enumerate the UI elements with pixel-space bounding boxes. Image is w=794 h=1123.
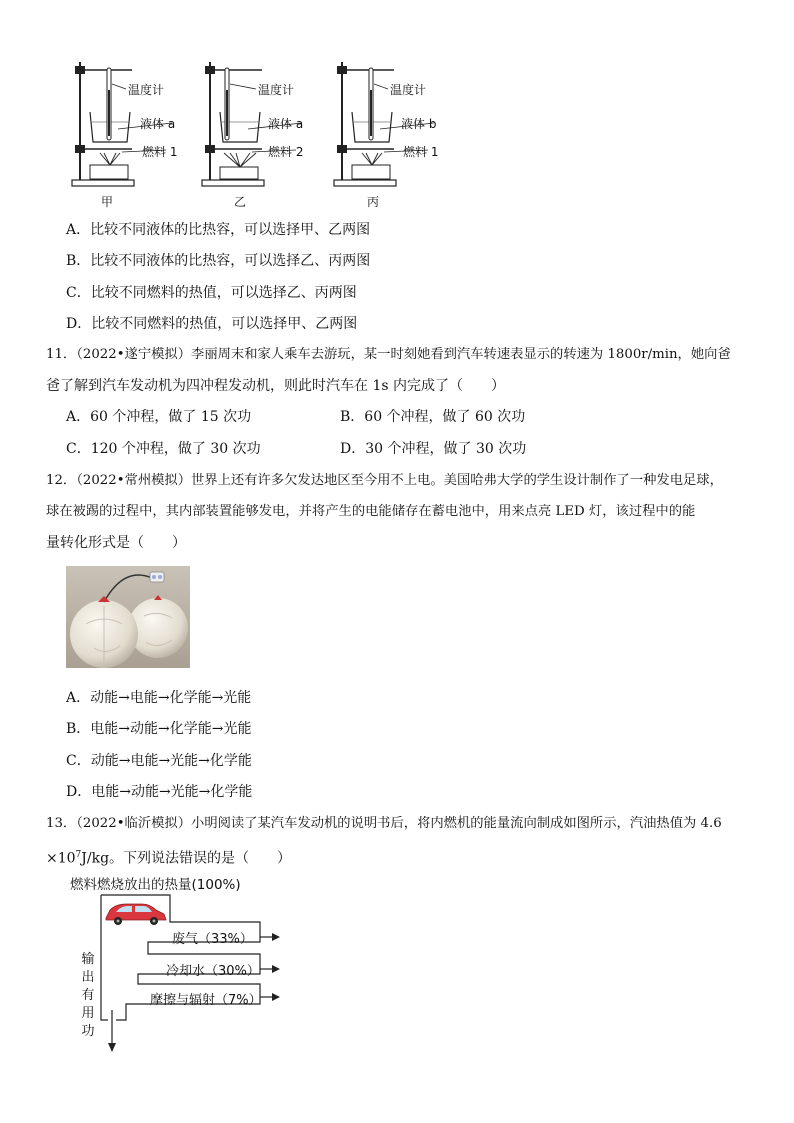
output-char-3: 有: [81, 988, 95, 1003]
apparatus-figure: [60, 50, 460, 215]
energy-flow-title: 燃料燃烧放出的热量(100%): [70, 877, 241, 893]
q12-stem-line-2: 球在被踢的过程中，其内部装置能够发电，并将产生的电能储存在蓄电池中，用来点亮 LED 灯，该过程中的能: [46, 504, 696, 519]
panel-1-thermometer-label: 温度计: [128, 83, 165, 97]
q11-option-d: D．30 个冲程，做了 30 次功: [340, 441, 527, 457]
energy-flow-exhaust-label: 废气（33%）: [172, 932, 253, 947]
energy-flow-output-label: [81, 951, 95, 1041]
q10-option-a: A．比较不同液体的比热容，可以选择甲、乙两图: [66, 222, 371, 238]
panel-1-liquid-label: 液体 a: [140, 117, 176, 131]
panel-3-thermometer-label: 温度计: [390, 83, 427, 97]
q10-option-c: C．比较不同燃料的热值，可以选择乙、丙两图: [66, 285, 357, 301]
panel-2-fuel-label: 燃料 2: [268, 145, 304, 159]
car-icon: [106, 904, 166, 925]
q12-stem-line-3: 量转化形式是（ ）: [46, 535, 186, 551]
q12-option-d: D．电能→动能→光能→化学能: [66, 784, 253, 800]
q11-option-c: C．120 个冲程，做了 30 次功: [66, 441, 261, 457]
output-char-5: 功: [81, 1024, 95, 1039]
panel-3-caption: 丙: [367, 195, 380, 209]
output-char-2: 出: [81, 970, 95, 985]
energy-flow-cooling-label: 冷却水（30%）: [166, 964, 260, 979]
q11-stem-line-2: 爸了解到汽车发动机为四冲程发动机，则此时汽车在 1s 内完成了（ ）: [46, 378, 505, 394]
q12-option-a: A．动能→电能→化学能→光能: [66, 690, 252, 706]
panel-1-caption: 甲: [101, 195, 114, 209]
q11-option-a: A．60 个冲程，做了 15 次功: [66, 409, 252, 425]
q11-option-b: B．60 个冲程，做了 60 次功: [340, 409, 526, 425]
q13-stem-tail: J/kg。下列说法错误的是（ ）: [81, 850, 292, 867]
output-char-1: 输: [81, 952, 95, 967]
q11-stem-line-1: 11．（2022•遂宁模拟）李丽周末和家人乘车去游玩，某一时刻她看到汽车转速表显示的转速为 1800r/min，她向爸: [46, 347, 731, 362]
q10-option-b: B．比较不同液体的比热容，可以选择乙、丙两图: [66, 253, 371, 269]
q13-heat-value-base: ×10: [46, 850, 76, 867]
q13-heat-value-exponent: 7: [75, 850, 82, 860]
panel-3-liquid-label: 液体 b: [401, 117, 437, 131]
panel-2-caption: 乙: [234, 195, 247, 209]
output-char-4: 用: [81, 1006, 95, 1021]
q12-option-c: C．动能→电能→光能→化学能: [66, 753, 252, 769]
q13-stem-line-1: 13．（2022•临沂模拟）小明阅读了某汽车发动机的说明书后，将内燃机的能量流向制成如图所示，汽油热值为 4.6: [46, 816, 722, 831]
panel-2-liquid-label: 液体 a: [268, 117, 304, 131]
q12-stem-line-1: 12．（2022•常州模拟）世界上还有许多欠发达地区至今用不上电。美国哈弗大学的学生设计制作了一种发电足球，: [46, 473, 723, 488]
energy-flow-friction-label: 摩擦与辐射（7%）: [150, 993, 262, 1008]
panel-3-fuel-label: 燃料 1: [403, 145, 439, 159]
q10-option-d: D．比较不同燃料的热值，可以选择甲、乙两图: [66, 316, 358, 332]
panel-1-fuel-label: 燃料 1: [142, 145, 178, 159]
panel-2-thermometer-label: 温度计: [258, 83, 295, 97]
q13-stem-line-2: [46, 845, 291, 869]
q12-option-b: B．电能→动能→化学能→光能: [66, 721, 252, 737]
generator-football-photo: [66, 566, 190, 668]
